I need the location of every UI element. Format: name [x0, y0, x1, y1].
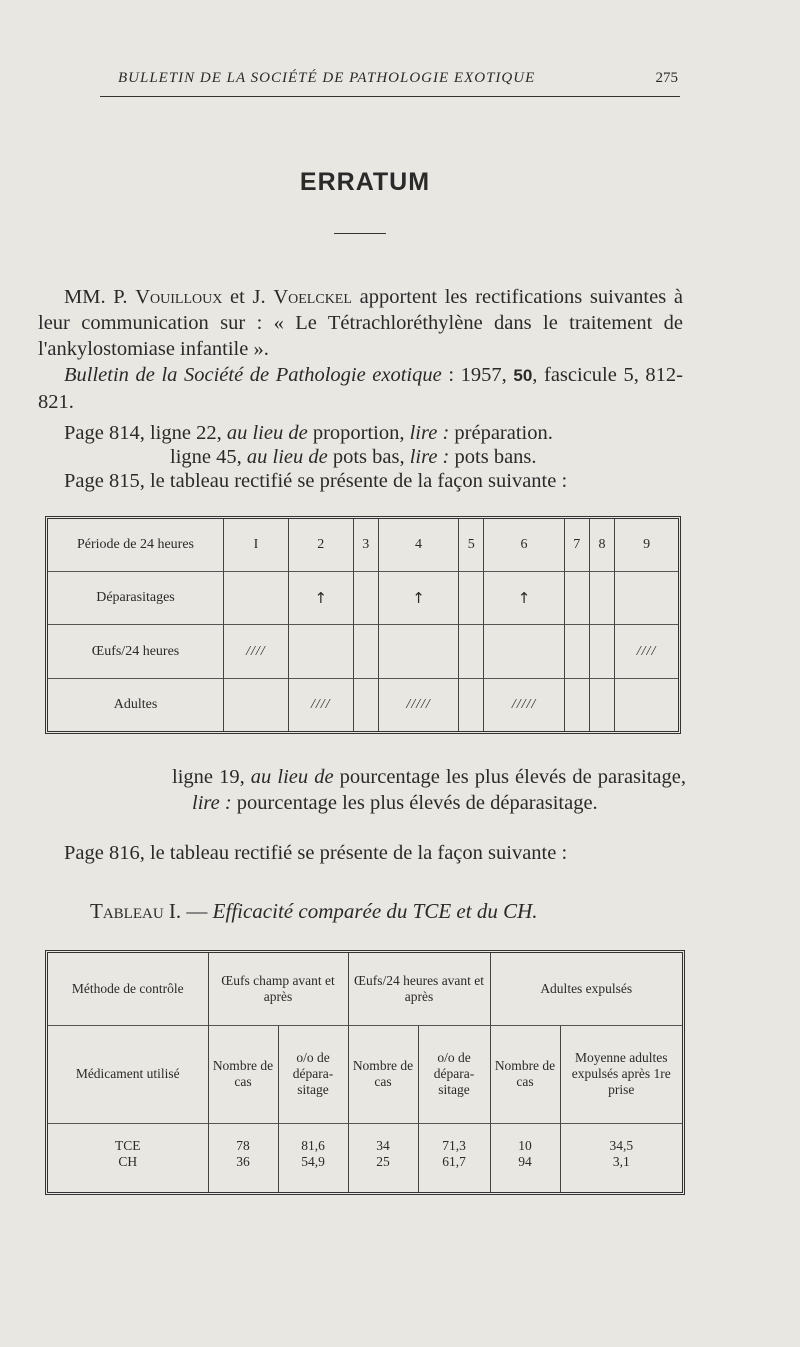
c2-lire: lire :: [409, 446, 450, 468]
cell: [615, 572, 678, 625]
value: 81,6: [301, 1137, 325, 1153]
cell: [378, 625, 458, 678]
period-4: 4: [378, 519, 458, 572]
journal-title: BULLETIN DE LA SOCIÉTÉ DE PATHOLOGIE EXOTIQUE: [118, 70, 536, 86]
c1-mid: proportion,: [307, 422, 410, 444]
value: 34,5: [609, 1137, 634, 1153]
cell: [615, 678, 678, 731]
tally-cell: /////: [484, 678, 564, 731]
c2-mid: pots bas,: [327, 446, 410, 468]
value-cell: [208, 1123, 278, 1192]
value-cell: [490, 1123, 560, 1192]
correction-page-815: Page 815, le tableau rectifié se présente de la façon suivante :: [64, 470, 568, 492]
table-816: [45, 950, 685, 1195]
author-vouilloux: Vouilloux: [135, 286, 223, 308]
col-nombre-3: Nombre de cas: [490, 1025, 560, 1123]
period-1: I: [224, 519, 289, 572]
intro-et: et J.: [222, 286, 274, 308]
table-row: [48, 519, 678, 572]
page-title: ERRATUM: [299, 168, 431, 196]
cell: [564, 572, 589, 625]
col-nombre-1: Nombre de cas: [208, 1025, 278, 1123]
row-label-deparasitages: Déparasitages: [48, 572, 224, 625]
tally-cell: /////: [378, 678, 458, 731]
table-row: [48, 1123, 682, 1192]
intro-paragraph: [38, 284, 683, 362]
citation-rest: , fascicule 5, 812-821.: [38, 364, 683, 413]
period-7: 7: [564, 519, 589, 572]
value: 10: [518, 1137, 532, 1153]
value: 94: [518, 1153, 532, 1169]
cell: [353, 678, 378, 731]
col-nombre-2: Nombre de cas: [348, 1025, 418, 1123]
tally-cell: ////: [224, 625, 289, 678]
method-label: Méthode de contrôle: [71, 980, 184, 996]
cell: [459, 678, 484, 731]
c2-post: pots bans.: [449, 446, 537, 468]
table-row: [48, 678, 678, 731]
value: 54,9: [301, 1153, 325, 1169]
tally-cell: ////: [288, 678, 353, 731]
table-row: [48, 953, 682, 1025]
c1-pre: Page 814, ligne 22,: [64, 422, 227, 444]
c1-lire: lire :: [409, 422, 450, 444]
c4-aulieu: au lieu de: [250, 766, 334, 788]
up-arrow-icon: ↑: [378, 572, 458, 625]
page-number: 275: [655, 70, 678, 86]
c4-lire: lire :: [192, 792, 232, 814]
caption-dash: —: [181, 899, 213, 923]
value: 3,1: [612, 1153, 630, 1169]
table-caption: [90, 898, 735, 924]
cell: [224, 572, 289, 625]
period-header-label: Période de 24 heures: [76, 537, 195, 553]
table-815-grid: [48, 519, 678, 731]
group-oeufs-24h: Œufs/24 heures avant et après: [348, 953, 490, 1025]
row-label-oeufs: Œufs/24 heures: [48, 625, 224, 678]
cell: [353, 572, 378, 625]
group-oeufs-champ: Œufs champ avant et après: [208, 953, 348, 1025]
value-cell: [418, 1123, 490, 1192]
correction-page-816: Page 816, le tableau rectifié se présente de la façon suivante :: [64, 842, 568, 864]
period-2: 2: [288, 519, 353, 572]
drug-cell: [48, 1123, 208, 1192]
value: 61,7: [442, 1153, 466, 1169]
citation-volume: 50: [513, 366, 533, 385]
drug-tce: TCE: [115, 1137, 141, 1153]
citation-journal: Bulletin de la Société de Pathologie exotique: [64, 364, 442, 386]
cell: [224, 678, 289, 731]
value: 78: [236, 1137, 250, 1153]
c2-aulieu: au lieu de: [246, 446, 328, 468]
period-8: 8: [589, 519, 614, 572]
caption-label: Tableau I.: [90, 899, 182, 923]
value: 36: [236, 1153, 250, 1169]
col-pct-2: o/o de déparasitage: [418, 1025, 490, 1123]
col-moyenne: Moyenne adultes expulsés après 1re prise: [560, 1025, 682, 1123]
group-adultes: Adultes expulsés: [490, 953, 682, 1025]
intro-mm: MM. P.: [64, 286, 136, 308]
row-label-adultes: Adultes: [48, 678, 224, 731]
c1-aulieu: au lieu de: [226, 422, 308, 444]
cell: [564, 625, 589, 678]
c1-post: préparation.: [449, 422, 553, 444]
author-voelckel: Voelckel: [273, 286, 352, 308]
cell: [589, 572, 614, 625]
value-cell: [348, 1123, 418, 1192]
c4-mid: pourcentage les plus élevés de parasitage,: [333, 766, 686, 788]
period-3: 3: [353, 519, 378, 572]
period-5: 5: [459, 519, 484, 572]
cell: [589, 678, 614, 731]
value: 34: [376, 1137, 390, 1153]
table-816-grid: [48, 953, 682, 1192]
value-cell: [278, 1123, 348, 1192]
value: 71,3: [442, 1137, 466, 1153]
running-header: [118, 70, 678, 87]
cell: [288, 625, 353, 678]
period-6: 6: [484, 519, 564, 572]
value-cell: [560, 1123, 682, 1192]
caption-text: Efficacité comparée du TCE et du CH.: [212, 899, 538, 923]
table-815: [45, 516, 681, 734]
cell: [459, 625, 484, 678]
c2-pre: ligne 45,: [170, 446, 247, 468]
intro-rest: apportent les rectifications suivantes à leur communication sur : « Le Tétrachloréthylène dans le traitement de l'ankylostomiase infantile ».: [38, 286, 683, 360]
table-row: [48, 625, 678, 678]
table-row: [48, 1025, 682, 1123]
cell: [353, 625, 378, 678]
up-arrow-icon: ↑: [288, 572, 353, 625]
cell: [564, 678, 589, 731]
up-arrow-icon: ↑: [484, 572, 564, 625]
citation-paragraph: [38, 362, 683, 415]
cell: [589, 625, 614, 678]
period-9: 9: [615, 519, 678, 572]
citation-year: : 1957,: [441, 364, 514, 386]
table-row: [48, 572, 678, 625]
header-rule: [100, 96, 680, 97]
correction-line-45: [170, 444, 800, 470]
correction-line-19: [172, 764, 686, 816]
drug-ch: CH: [118, 1153, 138, 1169]
c4-pre: ligne 19,: [172, 766, 251, 788]
c4-post: pourcentage les plus élevés de déparasitage.: [231, 792, 598, 814]
tally-cell: ////: [615, 625, 678, 678]
drug-label: Médicament utilisé: [48, 1025, 208, 1123]
col-pct-1: o/o de déparasitage: [278, 1025, 348, 1123]
title-rule: [334, 233, 386, 234]
cell: [459, 572, 484, 625]
correction-page-814: [64, 420, 709, 446]
cell: [484, 625, 564, 678]
value: 25: [376, 1153, 390, 1169]
